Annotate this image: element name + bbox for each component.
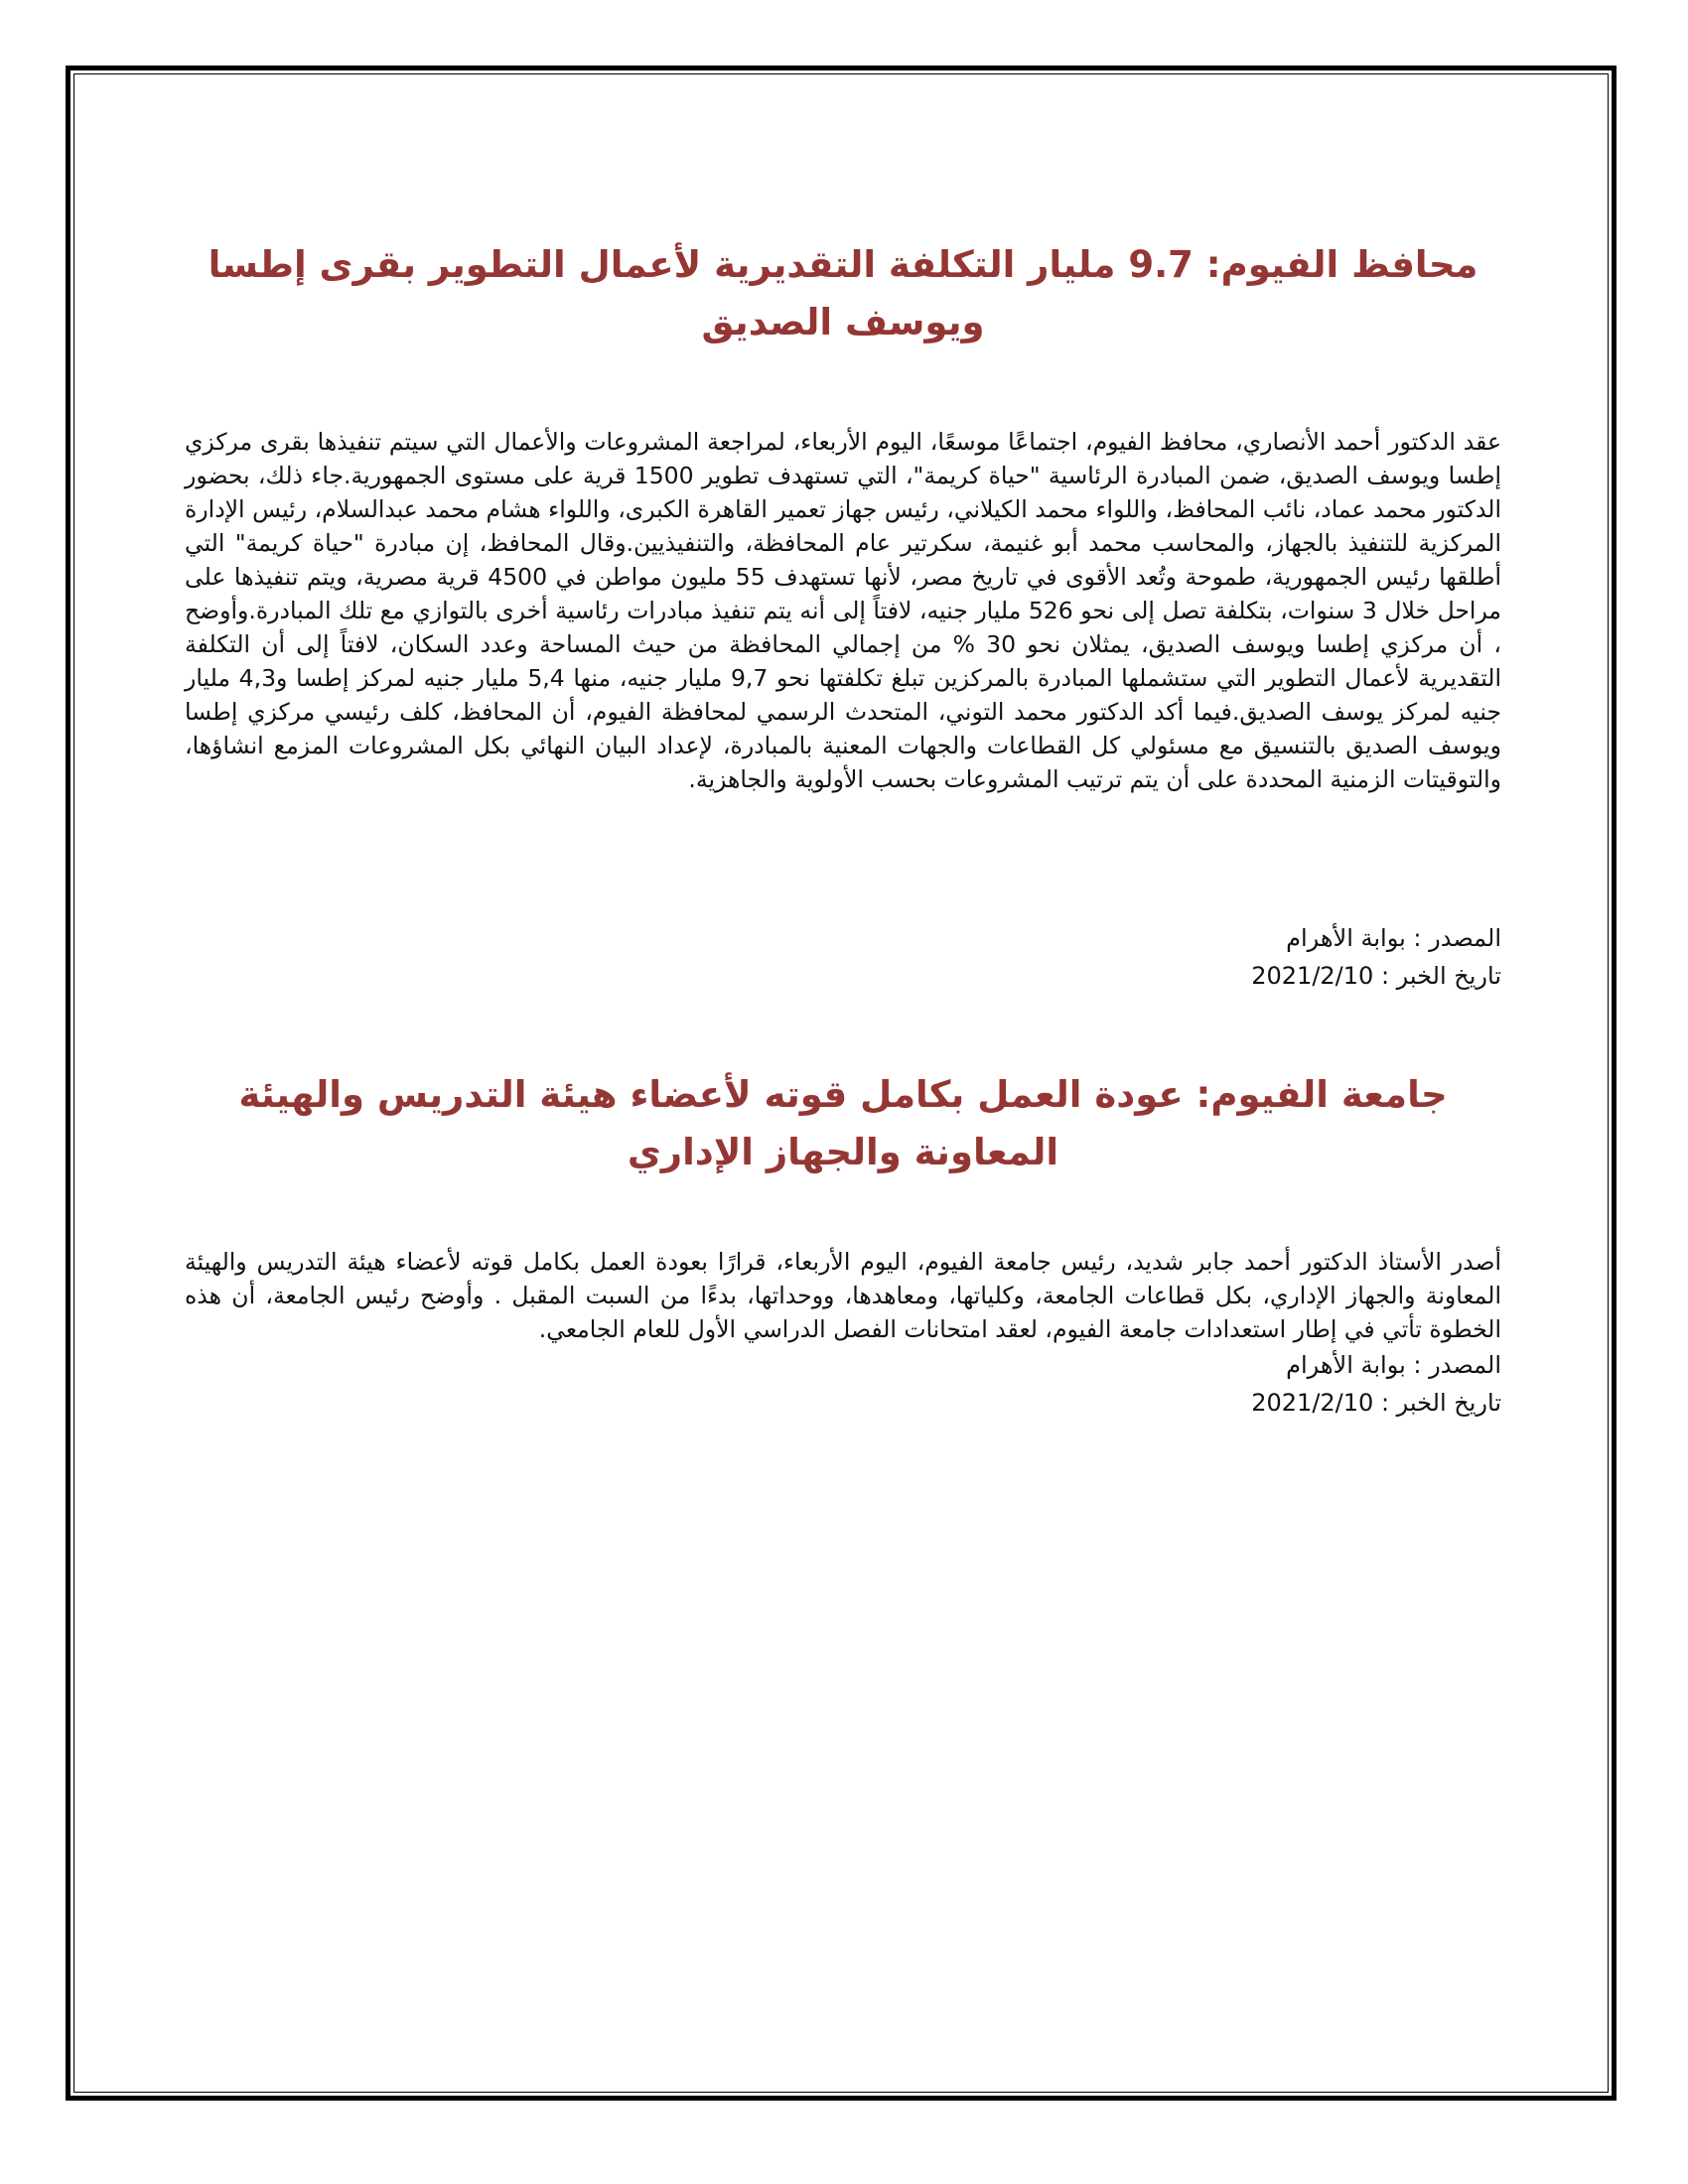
- article-body: عقد الدكتور أحمد الأنصاري، محافظ الفيوم، اجتماعًا موسعًا، اليوم الأربعاء، لمراجعة المشروعات والأعمال التي سيتم تنفيذها بقرى مركزي إطسا ويوسف الصديق، ضمن المبادرة الرئاسية "حياة كريمة"، التي تستهدف تطوير 1500 قرية على مستوى الجمهورية.جاء ذلك، بحضور الدكتور محمد عماد، نائب المحافظ، واللواء محمد الكيلاني، رئيس جهاز تعمير القاهرة الكبرى، واللواء هشام محمد عبدالسلام، رئيس الإدارة المركزية للتنفيذ بالجهاز، والمحاسب محمد أبو غنيمة، سكرتير عام المحافظة، والتنفيذيين.وقال المحافظ، إن مبادرة "حياة كريمة" التي أطلقها رئيس الجمهورية، طموحة وتُعد الأقوى في تاريخ مصر، لأنها تستهدف 55 مليون مواطن في 4500 قرية مصرية، ويتم تنفيذها على مراحل خلال 3 سنوات، بتكلفة تصل إلى نحو 526 مليار جنيه، لافتاً إلى أنه يتم تنفيذ مبادرات رئاسية أخرى بالتوازي مع تلك المبادرة.وأوضح ، أن مركزي إطسا ويوسف الصديق، يمثلان نحو 30 % من إجمالي المحافظة من حيث المساحة وعدد السكان، لافتاً إلى أن التكلفة التقديرية لأعمال التطوير التي ستشملها المبادرة بالمركزين تبلغ تكلفتها نحو 9,7 مليار جنيه، منها 5,4 مليار جنيه لمركز إطسا و4,3 مليار جنيه لمركز يوسف الصديق.فيما أكد الدكتور محمد التوني، المتحدث الرسمي لمحافظة الفيوم، أن المحافظ، كلف رئيسي مركزي إطسا ويوسف الصديق بالتنسيق مع مسئولي كل القطاعات والجهات المعنية بالمبادرة، لإعداد البيان النهائي بكل المشروعات المزمع انشاؤها، والتوقيتات الزمنية المحددة على أن يتم ترتيب المشروعات بحسب الأولوية والجاهزية.: [185, 428, 1501, 793]
- article-body: أصدر الأستاذ الدكتور أحمد جابر شديد، رئيس جامعة الفيوم، اليوم الأربعاء، قرارًا بعودة العمل بكامل قوته لأعضاء هيئة التدريس والهيئة المعاونة والجهاز الإداري، بكل قطاعات الجامعة، وكلياتها، ومعاهدها، ووحداتها، بدءًا من السبت المقبل . وأوضح رئيس الجامعة، أن هذه الخطوة تأتي في إطار استعدادات جامعة الفيوم، لعقد امتحانات الفصل الدراسي الأول للعام الجامعي.: [185, 1248, 1501, 1343]
- article-date: تاريخ الخبر : 2021/2/10: [1251, 962, 1501, 990]
- article-meta: [185, 919, 1501, 995]
- document-content: [185, 236, 1501, 1422]
- article-source: المصدر : بوابة الأهرام: [1286, 924, 1501, 952]
- article-headline: جامعة الفيوم: عودة العمل بكامل قوته لأعضاء هيئة التدريس والهيئة المعاونة والجهاز الإداري: [238, 1073, 1448, 1173]
- article-fayoum-governor: [185, 236, 1501, 995]
- article-date: تاريخ الخبر : 2021/2/10: [1251, 1389, 1501, 1417]
- article-source: المصدر : بوابة الأهرام: [1286, 1351, 1501, 1379]
- article-meta: [185, 1346, 1501, 1422]
- article-fayoum-university: [185, 1066, 1501, 1422]
- article-headline: محافظ الفيوم: 9.7 مليار التكلفة التقديرية لأعمال التطوير بقرى إطسا ويوسف الصديق: [208, 243, 1478, 343]
